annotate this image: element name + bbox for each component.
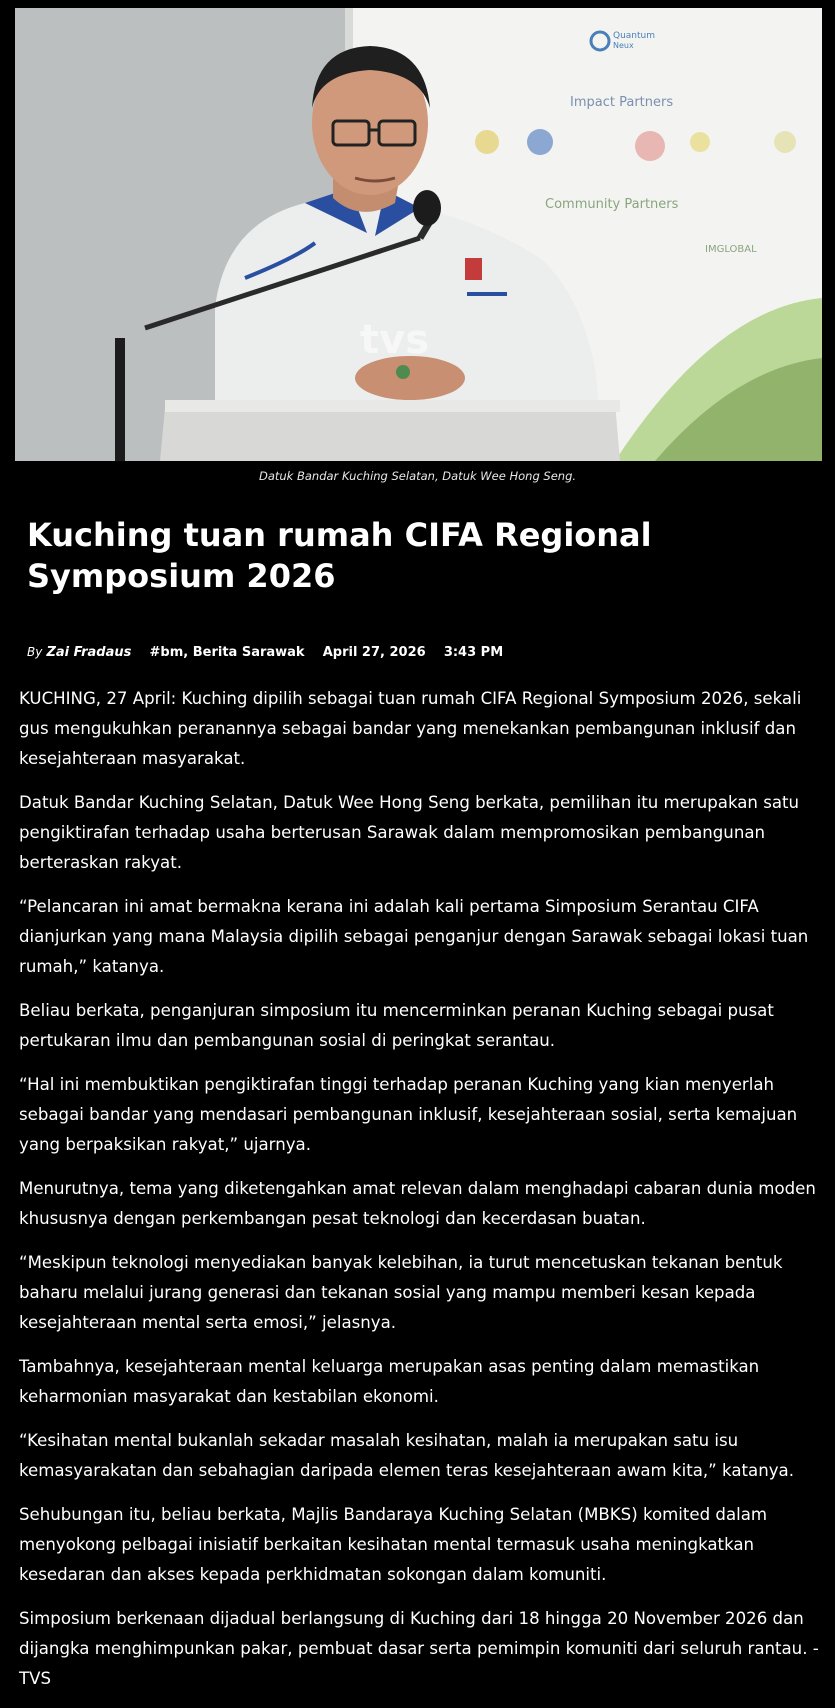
byline-by: By xyxy=(27,645,43,659)
publish-time: 3:43 PM xyxy=(443,645,504,660)
article-photo xyxy=(15,8,822,461)
article-paragraph: Sehubungan itu, beliau berkata, Majlis Bandaraya Kuching Selatan (MBKS) komited dalam menyokong pelbagai inisiatif berkaitan kesihatan mental termasuk usaha meningkatkan kesedaran dan akses kepada perkhidmatan sokongan dalam komuniti. xyxy=(19,1505,768,1584)
article-paragraph: “Hal ini membuktikan pengiktirafan tinggi terhadap peranan Kuching yang kian menyerlah sebagai bandar yang mendasari pembangunan inklusif, kesejahteraan sosial, serta kemajuan yang berpaksikan rakyat,” ujarnya. xyxy=(19,1075,798,1154)
tvs-watermark: tvs xyxy=(360,317,430,363)
article-paragraph: Datuk Bandar Kuching Selatan, Datuk Wee Hong Seng berkata, pemilihan itu merupakan satu pengiktirafan terhadap usaha berterusan Sarawak dalam mempromosikan pembangunan berteraskan rakyat. xyxy=(19,793,800,872)
author-link[interactable]: Zai Fradaus xyxy=(46,645,132,660)
photo-caption: Datuk Bandar Kuching Selatan, Datuk Wee Hong Seng. xyxy=(258,469,577,483)
article-paragraph: “Pelancaran ini amat bermakna kerana ini adalah kali pertama Simposium Serantau CIFA dianjurkan yang mana Malaysia dipilih sebagai penganjur dengan Sarawak sebagai lokasi tuan rumah,” katanya. xyxy=(19,897,809,976)
article-paragraph: Simposium berkenaan dijadual berlangsung di Kuching dari 18 hingga 20 November 2026 dan dijangka menghimpunkan pakar, pembuat dasar serta pemimpin komuniti dari seluruh rantau. -TVS xyxy=(19,1609,819,1688)
byline xyxy=(27,645,517,660)
article-headline: Kuching tuan rumah CIFA Regional Symposium 2026 xyxy=(27,516,652,595)
article-paragraph: KUCHING, 27 April: Kuching dipilih sebagai tuan rumah CIFA Regional Symposium 2026, sekali gus mengukuhkan peranannya sebagai bandar yang menekankan pembangunan inklusif dan kesejahteraan masyarakat. xyxy=(19,689,802,768)
article-paragraph: Beliau berkata, penganjuran simposium itu mencerminkan peranan Kuching sebagai pusat pertukaran ilmu dan pembangunan sosial di peringkat serantau. xyxy=(19,1001,774,1050)
backdrop-logo-text: Quantum xyxy=(613,31,656,41)
backdrop-logo-text-2: Neux xyxy=(613,41,634,50)
article-body xyxy=(19,684,827,1708)
article-paragraph: Tambahnya, kesejahteraan mental keluarga merupakan asas penting dalam memastikan keharmonian masyarakat dan kestabilan ekonomi. xyxy=(19,1357,760,1406)
backdrop-title-impact: Impact Partners xyxy=(570,95,674,110)
category-links[interactable]: #bm, Berita Sarawak xyxy=(149,645,305,660)
article-paragraph: “Meskipun teknologi menyediakan banyak kelebihan, ia turut mencetuskan tekanan bentuk baharu melalui jurang generasi dan tekanan sosial yang mampu memberi kesan kepada kesejahteraan mental serta emosi,” jelasnya. xyxy=(19,1253,783,1332)
article-paragraph: Menurutnya, tema yang diketengahkan amat relevan dalam menghadapi cabaran dunia moden khususnya dengan perkembangan pesat teknologi dan kecerdasan buatan. xyxy=(19,1179,816,1228)
publish-date: April 27, 2026 xyxy=(322,645,426,660)
backdrop-logo-text-3: IMGLOBAL xyxy=(705,244,757,255)
article-paragraph: “Kesihatan mental bukanlah sekadar masalah kesihatan, malah ia merupakan satu isu kemasyarakatan dan sebahagian daripada elemen teras kesejahteraan awam kita,” katanya. xyxy=(19,1431,794,1480)
backdrop-title-community: Community Partners xyxy=(545,197,679,212)
